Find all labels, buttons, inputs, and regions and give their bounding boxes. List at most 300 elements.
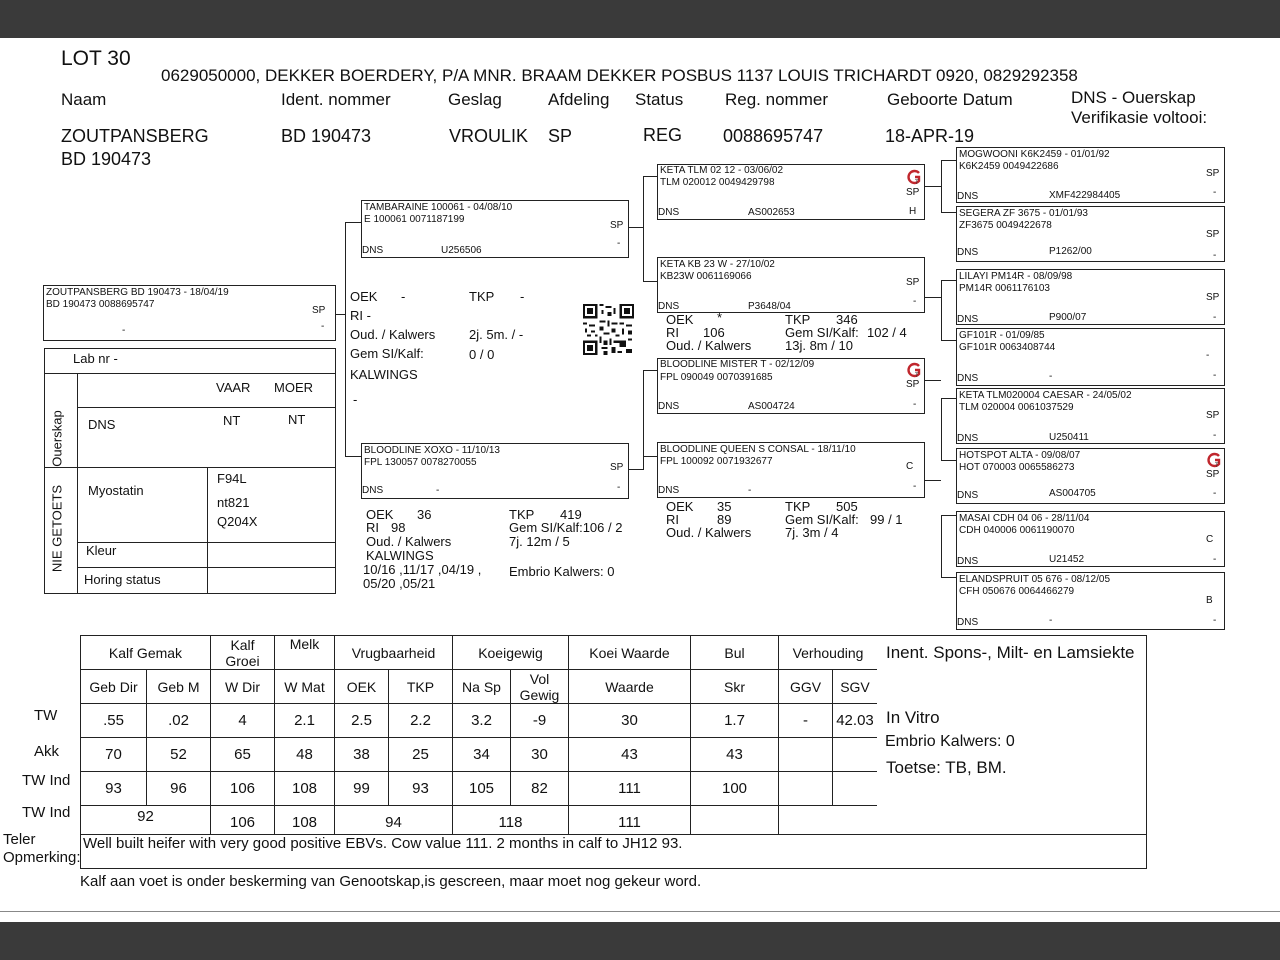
subject-dash: - [122, 325, 126, 336]
gp2-oud-label: Oud. / Kalwers [666, 338, 752, 353]
subject-card [43, 285, 336, 341]
ggp-dash: - [1213, 615, 1217, 626]
ebv-cell: 25 [389, 738, 453, 772]
ebv-cell: 43 [569, 738, 691, 772]
ggp-dash: - [1213, 488, 1217, 499]
ebv-cell: 118 [453, 806, 569, 840]
ebv-group-header: Koei Waarde [569, 636, 691, 670]
ebv-cell: 42.03 [833, 704, 878, 738]
gp2-gem-label: Gem SI/Kalf: [785, 325, 859, 340]
ebv-cell: 100 [691, 772, 779, 806]
ggp-dns-code: - [1049, 371, 1053, 382]
qr-code [583, 304, 634, 355]
great-grandparent-card [956, 511, 1225, 567]
header-dns: DNS - Ouerskap [1071, 88, 1196, 107]
footer-note: Kalf aan voet is onder beskerming van Genootskap,is gescreen, maar moet nog gekeur word. [80, 873, 702, 890]
animal-geboorte: 18-APR-19 [885, 126, 975, 146]
ebv-cell [833, 772, 878, 806]
great-grandparent-card [956, 448, 1225, 504]
ggp-title: MASAI CDH 04 06 - 28/11/04 [959, 513, 1090, 524]
lab-myostatin: Myostatin [88, 483, 144, 498]
animal-status: REG [643, 125, 683, 145]
ebv-cell: 4 [211, 704, 275, 738]
pedigree-line [941, 160, 956, 161]
pedigree-line [643, 176, 644, 281]
ebv-cell: 3.2 [453, 704, 511, 738]
remarks-box [80, 834, 1147, 869]
lab-horing: Horing status [84, 572, 161, 587]
dam-tkp-value: 419 [560, 507, 582, 522]
svg-text:T: T [915, 179, 919, 185]
ebv-col-header: OEK [335, 670, 389, 704]
side-embrio: Embrio Kalwers: 0 [885, 733, 1015, 750]
ebv-group-header: Koeigewig [453, 636, 569, 670]
grandparent-card [657, 358, 925, 414]
pedigree-line [941, 212, 956, 213]
gp2-gem-value: 102 / 4 [867, 325, 907, 340]
grandparent-ident: TLM 020012 0049429798 [660, 177, 775, 188]
animal-ident: BD 190473 [281, 126, 372, 146]
ebv-group-header: Bul [691, 636, 779, 670]
pedigree-line [643, 176, 657, 177]
ggp-dns-label: DNS [957, 247, 979, 258]
great-grandparent-card [956, 269, 1225, 325]
ebv-cell: 34 [453, 738, 511, 772]
pedigree-line [941, 460, 956, 461]
ebv-col-header: Geb Dir [81, 670, 147, 704]
dam-ident: FPL 130057 0078270055 [364, 457, 477, 468]
animal-geslag: VROULIK [449, 126, 529, 146]
ebv-cell: 2.2 [389, 704, 453, 738]
ebv-cell: 52 [147, 738, 211, 772]
pedigree-line [941, 340, 956, 341]
ggp-dns-code: U250411 [1049, 432, 1089, 443]
pedigree-line [643, 370, 657, 371]
dam-kalwings-label: KALWINGS [366, 548, 434, 563]
dam-gem: Gem SI/Kalf:106 / 2 [509, 520, 623, 535]
ggp-title: MOGWOONI K6K2459 - 01/01/92 [959, 149, 1110, 160]
ggp-dash: - [1213, 187, 1217, 198]
grandparent-dns-code: P3648/04 [748, 301, 791, 312]
grandparent-dns-label: DNS [658, 485, 680, 496]
subject-ri: RI - [350, 308, 371, 323]
header-geboorte: Geboorte Datum [887, 90, 1013, 109]
ggp-dash: - [1213, 250, 1217, 261]
pedigree-line [628, 227, 643, 228]
grandparent-extra: H [909, 206, 917, 217]
header-geslag: Geslag [448, 90, 502, 109]
subject-tkp-label: TKP [469, 289, 495, 304]
ebv-cell: 111 [569, 806, 691, 840]
gp2-ri-value: 106 [703, 325, 725, 340]
gp4-oek-label: OEK [666, 499, 694, 514]
dam-embrio: Embrio Kalwers: 0 [509, 564, 615, 579]
subject-kalwings: KALWINGS [350, 367, 418, 382]
ebv-cell: 82 [511, 772, 569, 806]
gp4-oek-value: 35 [717, 499, 732, 514]
pedigree-line [941, 280, 956, 281]
side-inent: Inent. Spons-, Milt- en Lamsiekte [886, 643, 1135, 662]
grandparent-dns-code: AS004724 [748, 401, 795, 412]
grandparent-extra: - [913, 296, 917, 307]
ebv-col-header: SGV [833, 670, 878, 704]
ggp-ident: HOT 070003 0065586273 [959, 462, 1075, 473]
lab-nt821: nt821 [217, 495, 250, 510]
subject-dash: - [321, 321, 325, 332]
ebv-col-header: Waarde [569, 670, 691, 704]
ebv-cell [833, 738, 878, 772]
ggp-dns-label: DNS [957, 314, 979, 325]
grandparent-title: KETA KB 23 W - 27/10/02 [660, 259, 775, 270]
lab-rule [77, 407, 335, 408]
animal-name: ZOUTPANSBERG [61, 126, 209, 146]
lab-q204x: Q204X [217, 514, 258, 529]
dam-oek-value: 36 [417, 507, 432, 522]
pedigree-line [925, 380, 941, 381]
ebv-cell: - [779, 704, 833, 738]
ggp-dns-label: DNS [957, 191, 979, 202]
ebv-col-header: Skr [691, 670, 779, 704]
grandparent-title: KETA TLM 02 12 - 03/06/02 [660, 165, 784, 176]
ggp-dns-code: XMF422984405 [1049, 190, 1121, 201]
animal-afdeling: SP [548, 126, 573, 146]
pedigree-line [925, 480, 941, 481]
sire-ident: E 100061 0071187199 [364, 214, 465, 225]
great-grandparent-card [956, 147, 1225, 203]
ebv-row-label: TW [34, 707, 58, 724]
grandparent-card [657, 257, 925, 313]
ebv-row-label: TW Ind [22, 804, 71, 821]
ggp-sp: SP [1206, 469, 1220, 480]
gp2-oek-value: * [717, 310, 723, 325]
grandparent-card [657, 442, 925, 498]
gp2-tkp-value: 346 [836, 312, 858, 327]
ebv-cell: 93 [81, 772, 147, 806]
ebv-cell: 105 [453, 772, 511, 806]
ebv-cell: 2.5 [335, 704, 389, 738]
ggp-dns-code: U21452 [1049, 554, 1085, 565]
ebv-row-label: Akk [34, 743, 60, 760]
ggp-dns-code: AS004705 [1049, 488, 1096, 499]
ebv-cell: 70 [81, 738, 147, 772]
gp4-ri-label: RI [666, 512, 679, 527]
gp4-tkp-value: 505 [836, 499, 858, 514]
ebv-col-header: W Mat [275, 670, 335, 704]
subject-title: ZOUTPANSBERG BD 190473 - 18/04/19 [46, 287, 229, 298]
grandparent-dns-label: DNS [658, 401, 680, 412]
lab-moer: MOER [274, 380, 313, 395]
ggp-sp: C [1206, 534, 1214, 545]
header-reg: Reg. nommer [725, 90, 828, 109]
ebv-cell: 2.1 [275, 704, 335, 738]
dam-oud-value: 7j. 12m / 5 [509, 534, 570, 549]
ggp-sp: SP [1206, 410, 1220, 421]
ebv-cell: 99 [335, 772, 389, 806]
ebv-cell: 106 [211, 806, 275, 840]
ggp-dash: - [1213, 430, 1217, 441]
great-grandparent-card [956, 572, 1225, 630]
ebv-cell: -9 [511, 704, 569, 738]
ebv-cell: 106 [211, 772, 275, 806]
ebv-cell: 111 [569, 772, 691, 806]
lab-rule [207, 467, 208, 593]
subject-kalwings-value: - [353, 392, 358, 407]
subject-gem-value: 0 / 0 [469, 347, 495, 362]
dam-dns-code: - [436, 485, 440, 496]
ebv-cell: 96 [147, 772, 211, 806]
ggp-dns-label: DNS [957, 433, 979, 444]
top-bar [0, 0, 1280, 38]
ebv-cell: 94 [335, 806, 453, 840]
ebv-cell: 48 [275, 738, 335, 772]
grandparent-sp: SP [906, 379, 920, 390]
side-toetse: Toetse: TB, BM. [886, 758, 1007, 777]
ebv-cell: .02 [147, 704, 211, 738]
pedigree-line [335, 314, 345, 315]
pedigree-line [628, 469, 643, 470]
owner-line: 0629050000, DEKKER BOERDERY, P/A MNR. BRAAM DEKKER POSBUS 1137 LOUIS TRICHARDT 0920, 0829292358 [161, 66, 1078, 85]
ebv-col-header: W Dir [211, 670, 275, 704]
ggp-ident: TLM 020004 0061037529 [959, 402, 1074, 413]
dam-kalwings-dates-2: 05/20 ,05/21 [363, 576, 436, 591]
society-logo-icon [1206, 452, 1222, 468]
ggp-dns-label: DNS [957, 490, 979, 501]
dam-title: BLOODLINE XOXO - 11/10/13 [364, 445, 500, 456]
gp4-oud-label: Oud. / Kalwers [666, 525, 752, 540]
dam-tkp-label: TKP [509, 507, 535, 522]
lab-dns: DNS [88, 417, 116, 432]
dam-oek-label: OEK [366, 507, 394, 522]
grandparent-sp: SP [906, 187, 920, 198]
subject-sp: SP [312, 305, 326, 316]
gp4-ri-value: 89 [717, 512, 732, 527]
pedigree-line [941, 515, 942, 577]
lab-rule [45, 373, 335, 374]
ebv-cell: 108 [275, 772, 335, 806]
ebv-cell: 108 [275, 806, 335, 840]
gp2-oek-label: OEK [666, 312, 694, 327]
pedigree-line [345, 456, 361, 457]
subject-tkp-value: - [520, 289, 525, 304]
ggp-title: GF101R - 01/09/85 [959, 330, 1045, 341]
ggp-sp: SP [1206, 229, 1220, 240]
ebv-col-header: Geb M [147, 670, 211, 704]
ggp-ident: GF101R 0063408744 [959, 342, 1056, 353]
ebv-col-header: TKP [389, 670, 453, 704]
animal-name-2: BD 190473 [61, 149, 152, 169]
ggp-sp: B [1206, 595, 1213, 606]
ebv-group-header: Vrugbaarheid [335, 636, 453, 670]
dam-kalwings-dates: 10/16 ,11/17 ,04/19 , [363, 562, 482, 577]
grandparent-title: BLOODLINE QUEEN S CONSAL - 18/11/10 [660, 444, 856, 455]
grandparent-dns-label: DNS [658, 301, 680, 312]
header-status: Status [635, 90, 684, 109]
great-grandparent-card [956, 388, 1225, 444]
ebv-cell [779, 738, 833, 772]
bottom-bar [0, 922, 1280, 960]
ggp-dns-code: - [1049, 615, 1053, 626]
grandparent-ident: FPL 100092 0071932677 [660, 456, 773, 467]
sire-dash: - [617, 238, 621, 249]
lab-nt-moer: NT [288, 412, 306, 427]
pedigree-line [941, 515, 956, 516]
pedigree-line [925, 186, 941, 187]
subject-oek-value: - [401, 289, 406, 304]
subject-oek-label: OEK [350, 289, 378, 304]
gp4-gem-value: 99 / 1 [870, 512, 903, 527]
ebv-group-header: Kalf Gemak [81, 636, 211, 670]
grandparent-ident: KB23W 0061169066 [660, 271, 752, 282]
ebv-group-header: Melk [275, 636, 335, 670]
pedigree-line [643, 281, 657, 282]
gp2-ri-label: RI [666, 325, 679, 340]
lot-number: LOT 30 [61, 47, 131, 70]
lab-rule [45, 467, 335, 468]
ggp-dash: - [1213, 370, 1217, 381]
grandparent-dns-label: DNS [658, 207, 680, 218]
grandparent-ident: FPL 090049 0070391685 [660, 372, 773, 383]
ebv-cell: 30 [511, 738, 569, 772]
header-afdeling: Afdeling [548, 90, 610, 109]
pedigree-line [941, 280, 942, 340]
dam-card [361, 443, 629, 499]
pedigree-line [941, 577, 956, 578]
ggp-dns-code: P900/07 [1049, 312, 1087, 323]
lab-f94l: F94L [217, 471, 247, 486]
lab-results-box [44, 348, 336, 594]
sire-title: TAMBARAINE 100061 - 04/08/10 [364, 202, 513, 213]
ebv-cell [779, 772, 833, 806]
gp4-tkp-label: TKP [785, 499, 811, 514]
pedigree-line [345, 222, 346, 456]
lab-nie-getoets: NIE GETOETS [49, 484, 65, 573]
ebv-col-header: GGV [779, 670, 833, 704]
sire-card [361, 200, 629, 258]
header-dns-verifikasie: Verifikasie voltooi: [1071, 108, 1208, 127]
ggp-sp: SP [1206, 168, 1220, 179]
lab-ouerskap: Ouerskap [49, 410, 65, 467]
ggp-ident: CFH 050676 0064466279 [959, 586, 1075, 597]
ebv-col-header: Na Sp [453, 670, 511, 704]
ebv-cell: 43 [691, 738, 779, 772]
dam-sp: SP [610, 462, 624, 473]
remarks-teler-label: Teler [3, 831, 36, 848]
ebv-group-header: Kalf Groei [211, 636, 275, 670]
ggp-title: ELANDSPRUIT 05 676 - 08/12/05 [959, 574, 1111, 585]
ggp-ident: PM14R 0061176103 [959, 283, 1050, 294]
pedigree-line [345, 222, 361, 223]
grandparent-extra: - [913, 399, 917, 410]
ggp-sp: SP [1206, 292, 1220, 303]
animal-reg: 0088695747 [723, 126, 824, 146]
lab-nt-vaar: NT [223, 413, 241, 428]
dam-dns-label: DNS [362, 485, 384, 496]
lab-rule [77, 567, 335, 568]
svg-text:T: T [1215, 462, 1219, 468]
ebv-group-header: Verhouding [779, 636, 878, 670]
great-grandparent-card [956, 328, 1225, 386]
remarks-text: Well built heifer with very good positive EBVs. Cow value 111. 2 months in calf to JH12 93. [83, 835, 683, 852]
sire-sp: SP [610, 220, 624, 231]
side-info-box [877, 635, 1147, 835]
subject-gem-label: Gem SI/Kalf: [350, 346, 424, 361]
remarks-opmerking-label: Opmerking: [3, 849, 81, 866]
pedigree-line [925, 297, 941, 298]
ebv-cell: 30 [569, 704, 691, 738]
pedigree-line [643, 370, 644, 470]
ggp-ident: ZF3675 0049422678 [959, 220, 1052, 231]
header-ident: Ident. nommer [281, 90, 391, 109]
ebv-cell: .55 [81, 704, 147, 738]
ggp-ident: CDH 040006 0061190070 [959, 525, 1075, 536]
gp2-oud-value: 13j. 8m / 10 [785, 338, 853, 353]
ebv-cell: 92 [81, 806, 211, 840]
grandparent-dns-code: - [748, 485, 752, 496]
ggp-dns-label: DNS [957, 556, 979, 567]
bottom-rule [0, 911, 1280, 912]
great-grandparent-card [956, 206, 1225, 262]
dam-oud-label: Oud. / Kalwers [366, 534, 452, 549]
lab-vaar: VAAR [216, 380, 251, 395]
ggp-title: KETA TLM020004 CAESAR - 24/05/02 [959, 390, 1132, 401]
ggp-ident: K6K2459 0049422686 [959, 161, 1059, 172]
ebv-cell: 1.7 [691, 704, 779, 738]
ggp-dns-label: DNS [957, 617, 979, 628]
ggp-title: HOTSPOT ALTA - 09/08/07 [959, 450, 1081, 461]
gp4-oud-value: 7j. 3m / 4 [785, 525, 839, 540]
subject-oud-value: 2j. 5m. / - [469, 327, 524, 342]
ggp-sp: - [1206, 350, 1210, 361]
dam-ri-label: RI [366, 520, 379, 535]
society-logo-icon [906, 169, 922, 185]
side-invitro: In Vitro [886, 708, 940, 727]
ebv-table [80, 635, 878, 840]
ggp-dash: - [1213, 554, 1217, 565]
grandparent-sp: C [906, 461, 914, 472]
subject-oud-label: Oud. / Kalwers [350, 327, 436, 342]
ebv-cell: 93 [389, 772, 453, 806]
grandparent-title: BLOODLINE MISTER T - 02/12/09 [660, 359, 815, 370]
grandparent-extra: - [913, 481, 917, 492]
sire-dns-code: U256506 [441, 245, 482, 256]
gp2-tkp-label: TKP [785, 312, 811, 327]
header-naam: Naam [61, 90, 107, 109]
society-logo-icon [906, 362, 922, 378]
pedigree-line [941, 160, 942, 212]
pedigree-line [643, 456, 657, 457]
grandparent-sp: SP [906, 277, 920, 288]
ggp-title: SEGERA ZF 3675 - 01/01/93 [959, 208, 1088, 219]
subject-ident: BD 190473 0088695747 [46, 299, 155, 310]
ggp-dns-code: P1262/00 [1049, 246, 1092, 257]
ebv-row-label: TW Ind [22, 772, 71, 789]
ggp-dash: - [1213, 312, 1217, 323]
dam-dash: - [617, 482, 621, 493]
lab-kleur: Kleur [86, 543, 117, 558]
lab-rule [77, 373, 78, 593]
pedigree-line [941, 398, 956, 399]
svg-text:T: T [915, 372, 919, 378]
ebv-cell: 38 [335, 738, 389, 772]
lab-nr: Lab nr - [73, 351, 118, 366]
grandparent-dns-code: AS002653 [748, 207, 795, 218]
sire-dns-label: DNS [362, 245, 384, 256]
dam-ri-value: 98 [391, 520, 406, 535]
ebv-cell: 65 [211, 738, 275, 772]
gp4-gem-label: Gem SI/Kalf: [785, 512, 859, 527]
ebv-col-header: Vol Gewig [511, 670, 569, 704]
ggp-dns-label: DNS [957, 373, 979, 384]
